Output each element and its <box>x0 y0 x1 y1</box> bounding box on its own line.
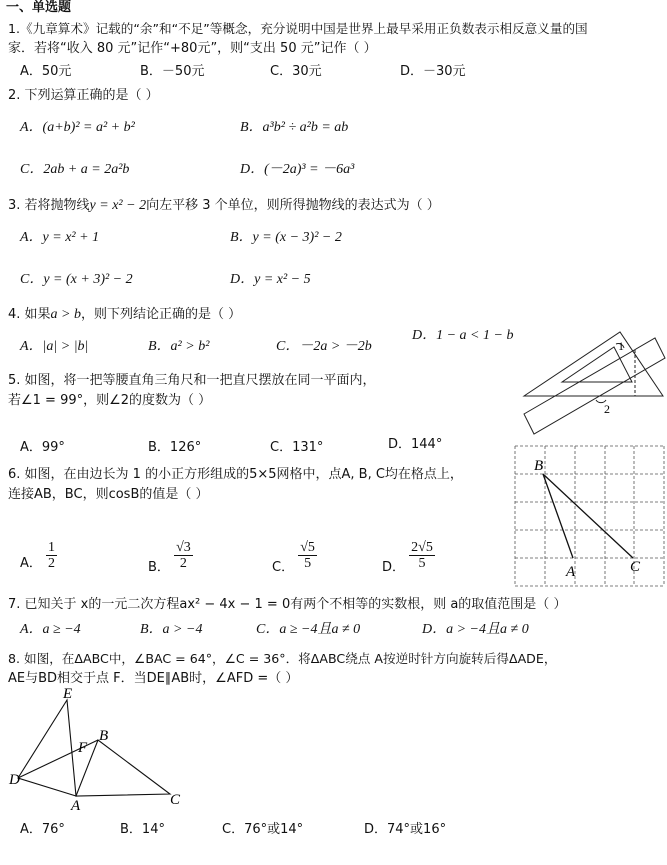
q6-option-b-fraction <box>174 540 193 571</box>
q6-option-c-fraction <box>298 540 317 571</box>
q6-option-b-letter: B． <box>148 560 170 575</box>
q6-option-d-letter: D． <box>382 560 406 575</box>
q7-option-d[interactable]: D．a > −4且a ≠ 0 <box>422 622 529 637</box>
q6-option-c-num: √5 <box>300 540 315 555</box>
question-3-stem <box>8 198 440 214</box>
point-a-label: A <box>71 798 81 812</box>
point-c-label: C <box>170 792 181 808</box>
q8-option-b[interactable]: B．14° <box>120 822 165 837</box>
angle-1-label: 1 <box>618 339 624 353</box>
question-5-line-2: 若∠1 = 99°，则∠2的度数为（ ） <box>8 393 212 408</box>
q6-figure-grid <box>512 443 667 588</box>
q7-option-a[interactable]: A．a ≥ −4 <box>20 622 81 637</box>
q6-option-a-letter: A． <box>20 556 42 571</box>
segment-ba <box>543 474 573 558</box>
q4-stem-post: ，则下列结论正确的是（ ） <box>81 307 242 322</box>
q5-option-c[interactable]: C．131° <box>270 440 324 455</box>
question-7-stem: 7. 已知关于 x的一元二次方程ax² − 4x − 1 = 0有两个不相等的实数根，则 a的取值范围是（ ） <box>8 597 567 612</box>
q3-stem-math: y = x² − 2 <box>89 198 147 213</box>
q4-option-d[interactable]: D．1 − a < 1 − b <box>412 328 514 343</box>
q3-stem-post: 向左平移 3 个单位，则所得抛物线的表达式为（ ） <box>146 198 440 213</box>
q3-option-c[interactable]: C．y = (x + 3)² − 2 <box>20 272 133 287</box>
q7-option-c[interactable]: C．a ≥ −4且a ≠ 0 <box>256 622 361 637</box>
question-8-line-1: 8. 如图，在ΔABC中，∠BAC = 64°，∠C = 36°．将ΔABC绕点 A按逆时针方向旋转后得ΔADE， <box>8 651 557 666</box>
point-b-label: B <box>534 458 544 474</box>
point-d-label: D <box>9 772 20 788</box>
q6-option-d[interactable] <box>382 540 435 580</box>
triangle-ade <box>18 700 76 796</box>
q7-option-b[interactable]: B．a > −4 <box>140 622 203 637</box>
question-2-stem: 2. 下列运算正确的是（ ） <box>8 88 159 103</box>
q6-option-b[interactable] <box>148 540 193 580</box>
q6-option-d-fraction <box>409 540 435 571</box>
q8-figure-triangles <box>8 686 188 812</box>
q1-option-d[interactable]: D．－30元 <box>400 64 466 79</box>
q5-figure-triangle-ruler <box>520 330 667 435</box>
q2-option-d[interactable]: D．(－2a)³ = －6a³ <box>240 162 355 177</box>
q3-option-d[interactable]: D．y = x² − 5 <box>230 272 311 287</box>
q5-option-a[interactable]: A．99° <box>20 440 65 455</box>
point-b-label: B <box>99 728 109 744</box>
q6-option-a-fraction <box>46 540 57 571</box>
q8-option-d[interactable]: D．74°或16° <box>364 822 447 837</box>
triangle-abc <box>76 740 170 796</box>
q8-option-c[interactable]: C．76°或14° <box>222 822 304 837</box>
segments <box>543 474 633 558</box>
question-4-stem <box>8 307 241 323</box>
point-a-label: A <box>566 564 576 580</box>
q6-option-a-num: 1 <box>48 540 56 555</box>
ruler <box>524 338 665 434</box>
point-f-label: F <box>78 740 88 756</box>
point-e-label: E <box>63 686 73 702</box>
question-1-line-2: 家．若将“收入 80 元”记作“+80元”，则“支出 50 元”记作（ ） <box>8 41 377 56</box>
section-title: 一、单选题 <box>6 0 72 15</box>
q1-option-b[interactable]: B．－50元 <box>140 64 205 79</box>
q4-option-c[interactable]: C．－2a > －2b <box>276 339 372 354</box>
q6-option-c-letter: C． <box>272 560 295 575</box>
q5-option-b[interactable]: B．126° <box>148 440 202 455</box>
q6-option-c-den: 5 <box>304 556 312 571</box>
q6-option-b-num: √3 <box>176 540 191 555</box>
q6-option-d-den: 5 <box>418 556 426 571</box>
question-6-line-1: 6. 如图，在由边长为 1 的小正方形组成的5×5网格中，点A, B, C均在格点上， <box>8 467 463 482</box>
question-1-line-1: 1.《九章算术》记载的“余”和“不足”等概念，充分说明中国是世界上最早采用正负数表示相反意义量的国 <box>8 21 588 36</box>
q2-option-a[interactable]: A．(a+b)² = a² + b² <box>20 120 135 135</box>
q4-option-a[interactable]: A．|a| > |b| <box>20 339 89 354</box>
q2-option-b[interactable]: B．a³b² ÷ a²b = ab <box>240 120 349 135</box>
question-6-line-2: 连接AB，BC，则cosB的值是（ ） <box>8 487 209 502</box>
q8-option-a[interactable]: A．76° <box>20 822 65 837</box>
q4-stem-math: a > b <box>50 307 81 322</box>
angle-2-label: 2 <box>604 402 610 416</box>
point-c-label: C <box>630 559 641 575</box>
question-5-line-1: 5. 如图，将一把等腰直角三角尺和一把直尺摆放在同一平面内， <box>8 373 376 388</box>
q3-option-a[interactable]: A．y = x² + 1 <box>20 230 100 245</box>
q4-option-b[interactable]: B．a² > b² <box>148 339 210 354</box>
q6-option-c[interactable] <box>272 540 317 580</box>
question-8-line-2: AE与BD相交于点 F．当DE∥AB时，∠AFD =（ ） <box>8 671 299 686</box>
segment-bc <box>543 474 633 558</box>
q3-stem-pre: 3. 若将抛物线 <box>8 198 90 213</box>
q5-option-d[interactable]: D．144° <box>388 437 443 452</box>
q3-option-b[interactable]: B．y = (x − 3)² − 2 <box>230 230 342 245</box>
q6-option-a-den: 2 <box>48 556 56 571</box>
q6-option-a[interactable] <box>20 540 57 580</box>
q6-option-b-den: 2 <box>179 556 187 571</box>
q4-stem-pre: 4. 如果 <box>8 307 51 322</box>
q1-option-c[interactable]: C．30元 <box>270 64 322 79</box>
triangle-outer <box>524 332 663 396</box>
q2-option-c[interactable]: C．2ab + a = 2a²b <box>20 162 130 177</box>
q6-option-d-num: 2√5 <box>411 540 433 555</box>
q1-option-a[interactable]: A．50元 <box>20 64 72 79</box>
